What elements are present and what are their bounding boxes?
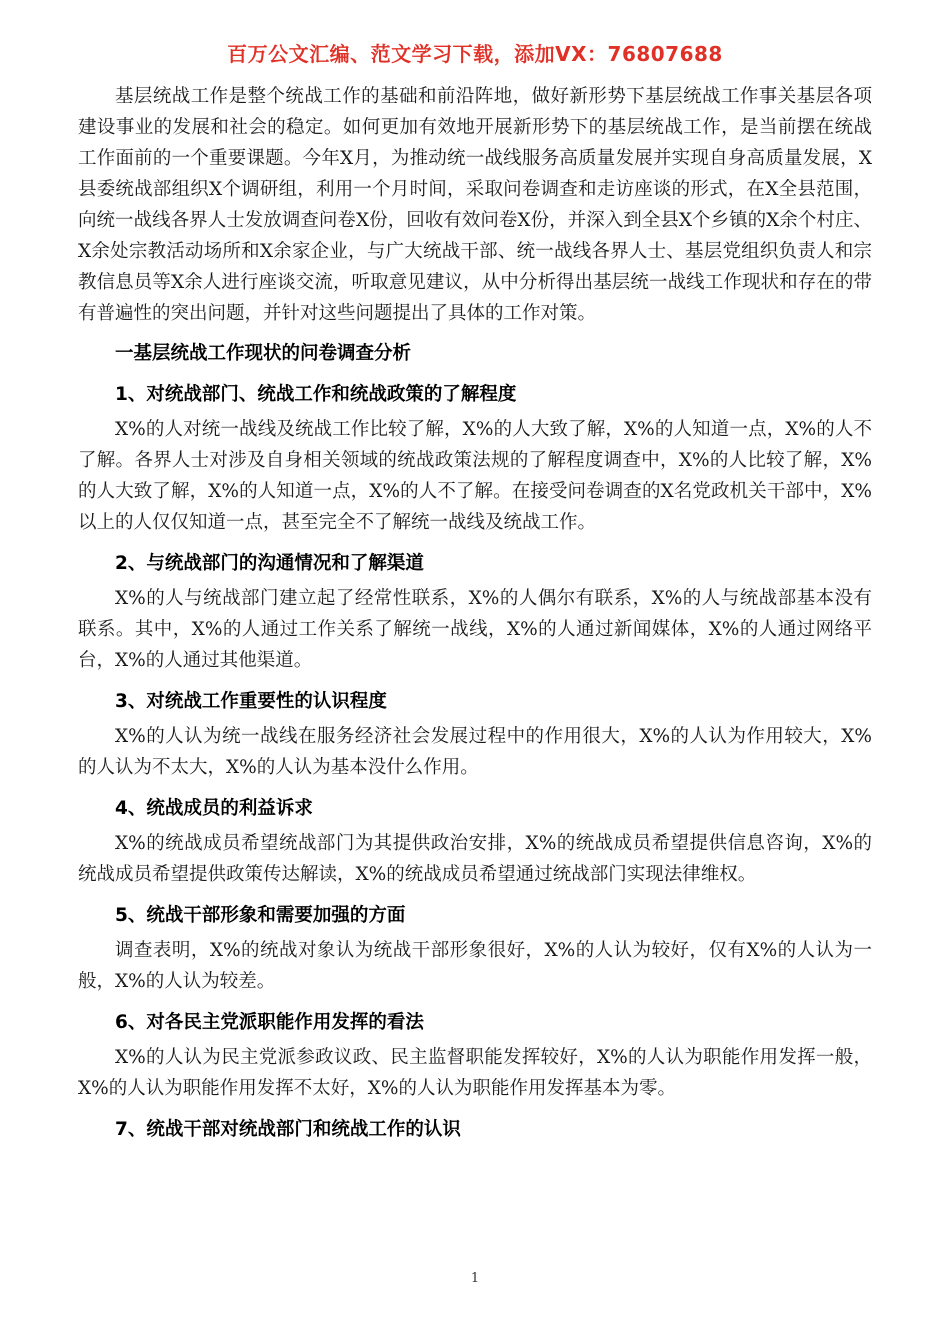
page-number: 1 — [470, 1271, 480, 1286]
paragraph-6: X%的人认为民主党派参政议政、民主监督职能发挥较好，X%的人认为职能作用发挥一般，X%的人认为职能作用发挥不太好，X%的人认为职能作用发挥基本为零。 — [78, 1047, 872, 1099]
paragraph-4: X%的统战成员希望统战部门为其提供政治安排，X%的统战成员希望提供信息咨询，X%的统战成员希望提供政策传达解读，X%的统战成员希望通过统战部门实现法律维权。 — [78, 833, 872, 885]
paragraph-5: 调查表明，X%的统战对象认为统战干部形象很好，X%的人认为较好，仅有X%的人认为一般，X%的人认为较差。 — [78, 940, 872, 992]
subsection-heading-3: 3、对统战工作重要性的认识程度 — [115, 691, 387, 712]
watermark-banner: 百万公文汇编、范文学习下载，添加VX：76807688 — [227, 42, 723, 66]
paragraph-1: X%的人对统一战线及统战工作比较了解，X%的人大致了解，X%的人知道一点，X%的人不了解。各界人士对涉及自身相关领域的统战政策法规的了解程度调查中，X%的人比较了解，X%的人大致了解，X%的人知道一点，X%的人不了解。在接受问卷调查的X名党政机关干部中，X%以上的人仅仅知道一点，甚至完全不了解统一战线及统战工作。 — [78, 419, 872, 533]
paragraph-2: X%的人与统战部门建立起了经常性联系，X%的人偶尔有联系，X%的人与统战部基本没有联系。其中，X%的人通过工作关系了解统一战线，X%的人通过新闻媒体，X%的人通过网络平台，X%的人通过其他渠道。 — [78, 588, 872, 671]
paragraph-3: X%的人认为统一战线在服务经济社会发展过程中的作用很大，X%的人认为作用较大，X%的人认为不太大，X%的人认为基本没什么作用。 — [78, 726, 872, 778]
document-body — [78, 81, 872, 1145]
subsection-heading-6: 6、对各民主党派职能作用发挥的看法 — [115, 1012, 424, 1033]
subsection-heading-5: 5、统战干部形象和需要加强的方面 — [115, 905, 406, 926]
subsection-heading-7: 7、统战干部对统战部门和统战工作的认识 — [115, 1119, 461, 1140]
subsection-heading-2: 2、与统战部门的沟通情况和了解渠道 — [115, 553, 424, 574]
section-heading-one: 一基层统战工作现状的问卷调查分析 — [115, 343, 412, 364]
intro-paragraph: 基层统战工作是整个统战工作的基础和前沿阵地，做好新形势下基层统战工作事关基层各项建设事业的发展和社会的稳定。如何更加有效地开展新形势下的基层统战工作，是当前摆在统战工作面前的一个重要课题。今年X月，为推动统一战线服务高质量发展并实现自身高质量发展，X县委统战部组织X个调研组，利用一个月时间，采取问卷调查和走访座谈的形式，在X全县范围，向统一战线各界人士发放调查问卷X份，回收有效问卷X份，并深入到全县X个乡镇的X余个村庄、X余处宗教活动场所和X余家企业，与广大统战干部、统一战线各界人士、基层党组织负责人和宗教信息员等X余人进行座谈交流，听取意见建议，从中分析得出基层统一战线工作现状和存在的带有普遍性的突出问题，并针对这些问题提出了具体的工作对策。 — [78, 86, 872, 324]
subsection-heading-4: 4、统战成员的利益诉求 — [115, 798, 313, 819]
subsection-heading-1: 1、对统战部门、统战工作和统战政策的了解程度 — [115, 384, 517, 405]
